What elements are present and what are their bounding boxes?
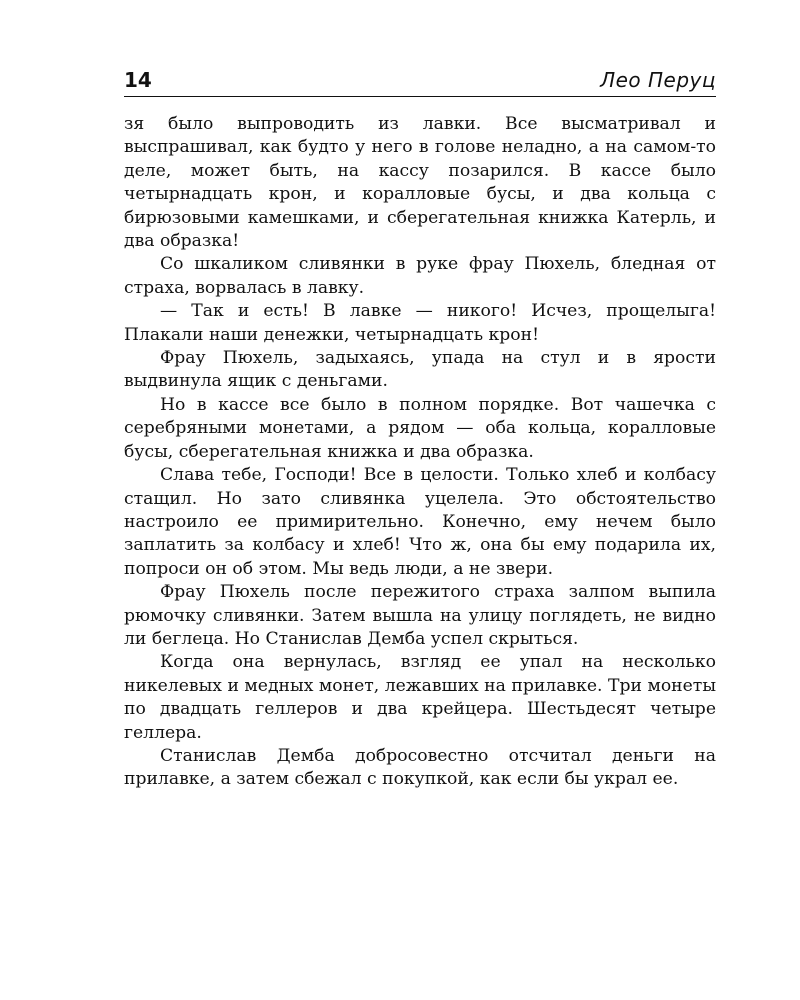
running-head	[124, 66, 716, 97]
paragraph-4: Фрау Пюхель, задыхаясь, упада на стул и в ярости выдвинула ящик с деньгами.	[124, 348, 716, 392]
paragraph-6: Слава тебе, Господи! Все в целости. Только хлеб и колбасу стащил. Но зато сливянка уцелела. Это обстоятельство настроило ее примирительно. Конечно, ему нечем было заплатить за колбасу и хлеб! Что ж, она бы ему подарила их, попроси он об этом. Мы ведь люди, а не звери.	[124, 465, 716, 579]
paragraph-5: Но в кассе все было в полном порядке. Вот чашечка с серебряными монетами, а рядом — оба кольца, коралловые бусы, сберегательная книжка и два образка.	[124, 394, 716, 462]
paragraph-1: зя было выпроводить из лавки. Все высматривал и выспрашивал, как будто у него в голове неладно, а на самом-то деле, может быть, на кассу позарился. В кассе было четырнадцать крон, и коралловые бусы, и два кольца с бирюзовыми камешками, и сберегательная книжка Катерль, и два образка!	[124, 114, 716, 252]
paragraph-3: — Так и есть! В лавке — никого! Исчез, прощелыга! Плакали наши денежки, четырнадцать крон!	[124, 301, 716, 345]
paragraph-2: Со шкаликом сливянки в руке фрау Пюхель, бледная от страха, ворвалась в лавку.	[124, 254, 716, 298]
running-head-author: Лео Перуц	[600, 68, 716, 92]
paragraph-9: Станислав Демба добросовестно отсчитал деньги на прилавке, а затем сбежал с покупкой, как если бы украл ее.	[124, 745, 716, 790]
paragraph-8: Когда она вернулась, взгляд ее упал на несколько никелевых и медных монет, лежавших на прилавке. Три монеты по двадцать геллеров и два крейцера. Шестьдесят четыре геллера.	[124, 652, 716, 743]
page-number: 14	[124, 68, 152, 92]
body-text	[124, 113, 716, 792]
paragraph-7: Фрау Пюхель после пережитого страха залпом выпила рюмочку сливянки. Затем вышла на улицу поглядеть, не видно ли беглеца. Но Станислав Демба успел скрыться.	[124, 582, 716, 649]
book-page	[124, 66, 716, 790]
